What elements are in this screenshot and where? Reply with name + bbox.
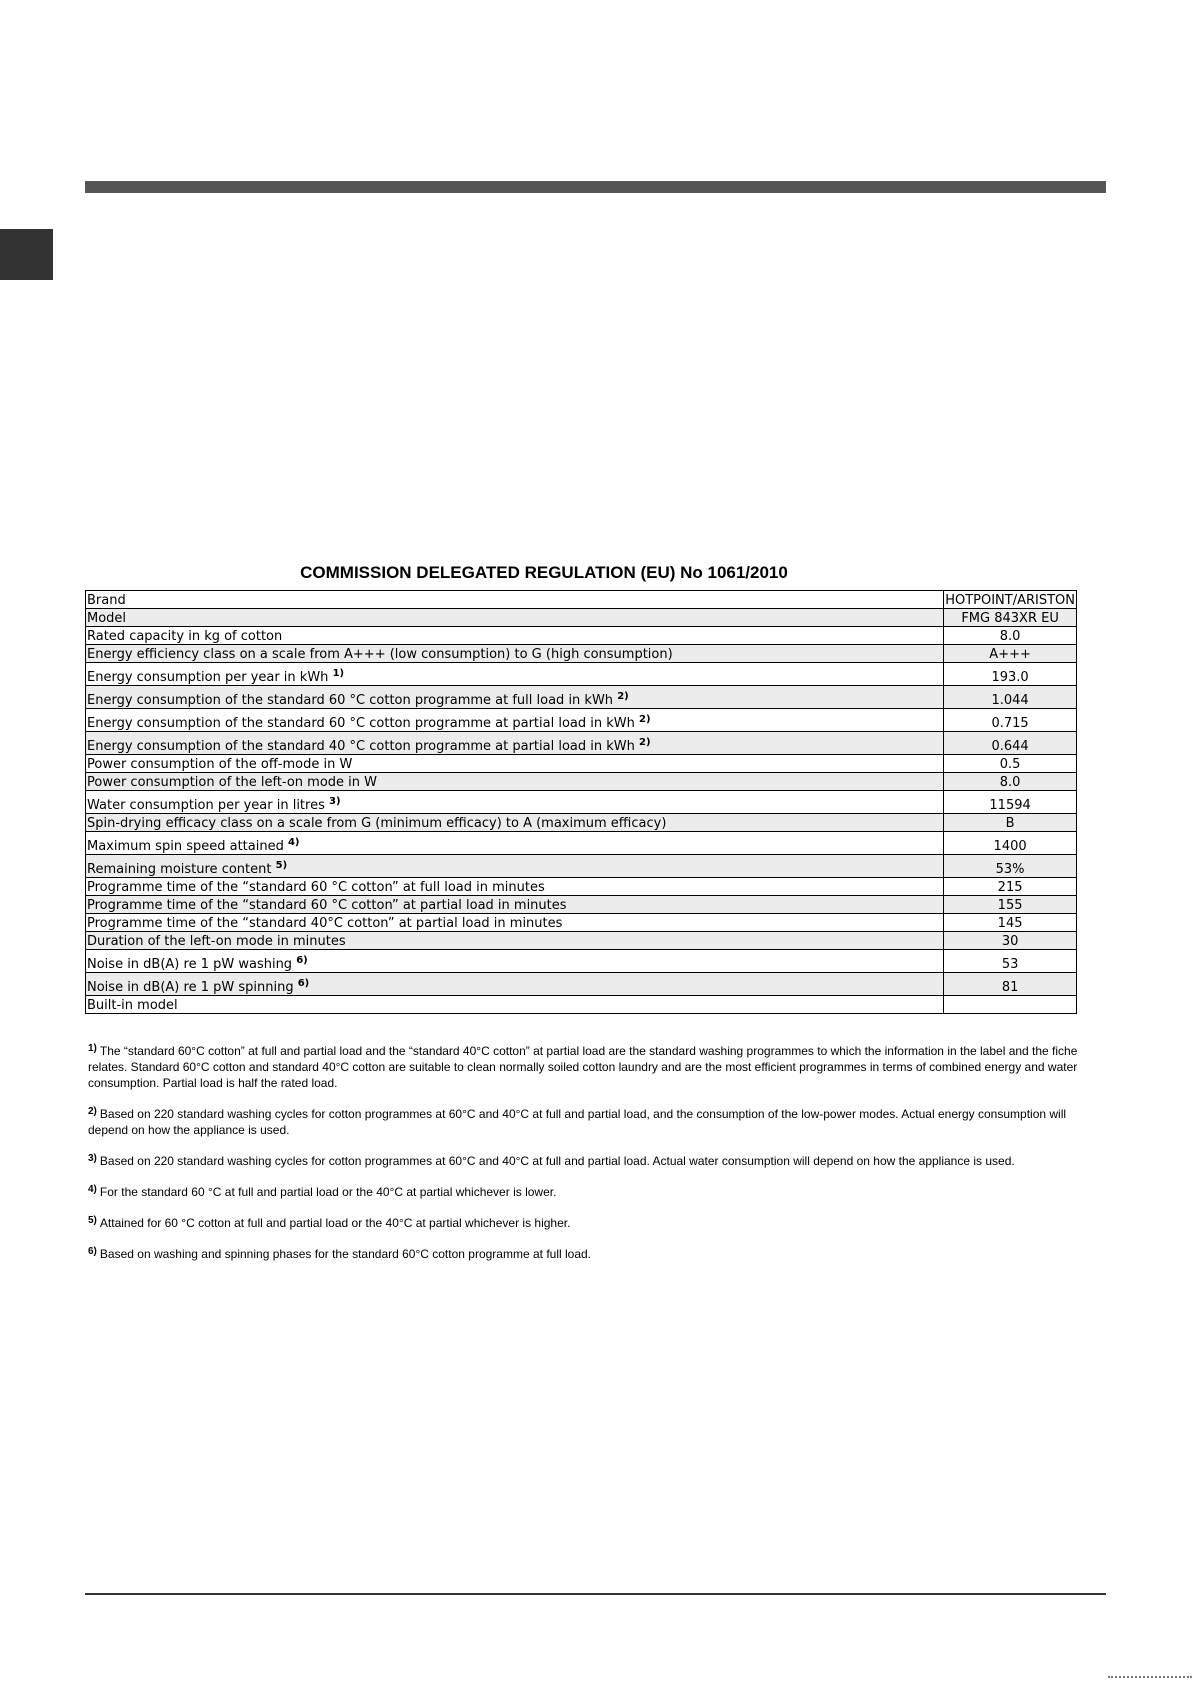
table-row (86, 663, 1077, 686)
row-value (944, 996, 1077, 1014)
row-value: 0.5 (944, 755, 1077, 773)
footnote-ref: 2) (617, 691, 629, 702)
row-label: Energy consumption of the standard 60 °C cotton programme at partial load in kWh $^{2)}$ (86, 709, 944, 732)
row-label: Remaining moisture content $^{5)}$ (86, 855, 944, 878)
row-value: 215 (944, 878, 1077, 896)
table-row (86, 814, 1077, 832)
table-row (86, 914, 1077, 932)
table-row (86, 878, 1077, 896)
row-label: Power consumption of the left-on mode in W (86, 773, 944, 791)
footnote-text: Based on washing and spinning phases for the standard 60°C cotton programme at full load. (99, 1247, 592, 1261)
footnote-ref: 6) (296, 955, 308, 966)
row-value: 0.644 (944, 732, 1077, 755)
row-label: Power consumption of the off-mode in W (86, 755, 944, 773)
table-row (86, 709, 1077, 732)
footnote-ref: 4) (287, 837, 300, 848)
table-row (86, 755, 1077, 773)
row-value: 1400 (944, 832, 1077, 855)
footnote-mark: 6) (88, 1246, 97, 1257)
footnote-ref: 2) (639, 737, 651, 748)
footnote-ref: 1) (332, 668, 345, 679)
row-value: 81 (944, 973, 1077, 996)
table-row (86, 855, 1077, 878)
footnotes (88, 1043, 1108, 1277)
table-row (86, 732, 1077, 755)
row-value: 11594 (944, 791, 1077, 814)
row-value: FMG 843XR EU (944, 609, 1077, 627)
footnote-ref: 2) (639, 714, 651, 725)
row-value: HOTPOINT/ARISTON (944, 591, 1077, 609)
footnote-ref: 6) (297, 978, 310, 989)
row-value: 155 (944, 896, 1077, 914)
row-value: 193.0 (944, 663, 1077, 686)
table-row (86, 896, 1077, 914)
table-row (86, 950, 1077, 973)
row-label: Programme time of the “standard 60 °C cotton” at partial load in minutes (86, 896, 944, 914)
row-label: Spin-drying efficacy class on a scale from G (minimum efficacy) to A (maximum efficacy) (86, 814, 944, 832)
table-row (86, 609, 1077, 627)
row-label: Rated capacity in kg of cotton (86, 627, 944, 645)
table-row (86, 996, 1077, 1014)
footnote-text: For the standard 60 °C at full and partial load or the 40°C at partial whichever is lower. (99, 1185, 557, 1199)
row-label: Energy efficiency class on a scale from A+++ (low consumption) to G (high consumption) (86, 645, 944, 663)
row-label: Noise in dB(A) re 1 pW washing $^{6)}$ (86, 950, 944, 973)
row-label: Energy consumption per year in kWh $^{1)}$ (86, 663, 944, 686)
footer-rule (85, 1593, 1106, 1595)
table-row (86, 973, 1077, 996)
row-value: 1.044 (944, 686, 1077, 709)
footnote (88, 1153, 1108, 1169)
row-label: Programme time of the “standard 40°C cotton” at partial load in minutes (86, 914, 944, 932)
product-fiche-table (85, 590, 1077, 1014)
row-label: Maximum spin speed attained $^{4)}$ (86, 832, 944, 855)
language-tab-marker (0, 229, 53, 280)
footnote (88, 1246, 1108, 1262)
table-row (86, 591, 1077, 609)
row-label: Brand (86, 591, 944, 609)
page-corner-marks (1108, 1676, 1192, 1680)
table-row (86, 645, 1077, 663)
regulation-title: COMMISSION DELEGATED REGULATION (EU) No 1061/2010 (300, 563, 788, 582)
footnote (88, 1106, 1108, 1138)
footnote (88, 1184, 1108, 1200)
row-label: Built-in model (86, 996, 944, 1014)
row-value: 53 (944, 950, 1077, 973)
footnote-mark: 2) (88, 1106, 97, 1117)
row-label: Energy consumption of the standard 60 °C cotton programme at full load in kWh $^{2)}$ (86, 686, 944, 709)
row-value: 30 (944, 932, 1077, 950)
table-row (86, 932, 1077, 950)
row-label: Model (86, 609, 944, 627)
table-row (86, 791, 1077, 814)
footnote-ref: 5) (275, 860, 288, 871)
row-label: Programme time of the “standard 60 °C cotton” at full load in minutes (86, 878, 944, 896)
footnote-text: Attained for 60 °C cotton at full and partial load or the 40°C at partial whichever is higher. (99, 1216, 571, 1230)
row-value: A+++ (944, 645, 1077, 663)
row-value: 145 (944, 914, 1077, 932)
footnote (88, 1215, 1108, 1231)
row-value: 0.715 (944, 709, 1077, 732)
footnote-mark: 3) (88, 1153, 97, 1164)
header-bar (85, 181, 1106, 193)
table-row (86, 773, 1077, 791)
row-label: Energy consumption of the standard 40 °C cotton programme at partial load in kWh $^{2)}$ (86, 732, 944, 755)
footnote-text: The “standard 60°C cotton” at full and partial load and the “standard 40°C cotton” at partial load are the standard washing programmes to which the information in the label and the fiche relates. Standard 60°C cotton and standard 40°C cotton are suitable to clean normally soiled cotton laundry and are the most efficient programmes in terms of combined energy and water consumption. Partial load is half the rated load. (88, 1044, 1078, 1090)
footnote-text: Based on 220 standard washing cycles for cotton programmes at 60°C and 40°C at full and partial load, and the consumption of the low-power modes. Actual energy consumption will depend on how the appliance is used. (88, 1107, 1067, 1137)
footnote-mark: 5) (88, 1215, 97, 1226)
row-value: 53% (944, 855, 1077, 878)
table-row (86, 627, 1077, 645)
table-row (86, 686, 1077, 709)
footnote (88, 1043, 1108, 1091)
table-row (86, 832, 1077, 855)
footnote-mark: 4) (88, 1184, 97, 1195)
footnote-mark: 1) (88, 1043, 97, 1054)
footnote-ref: 3) (329, 796, 341, 807)
row-value: 8.0 (944, 627, 1077, 645)
row-label: Noise in dB(A) re 1 pW spinning $^{6)}$ (86, 973, 944, 996)
footnote-text: Based on 220 standard washing cycles for cotton programmes at 60°C and 40°C at full and partial load. Actual water consumption will depend on how the appliance is used. (99, 1154, 1015, 1168)
row-value: 8.0 (944, 773, 1077, 791)
row-label: Duration of the left-on mode in minutes (86, 932, 944, 950)
row-label: Water consumption per year in litres $^{3)}$ (86, 791, 944, 814)
row-value: B (944, 814, 1077, 832)
